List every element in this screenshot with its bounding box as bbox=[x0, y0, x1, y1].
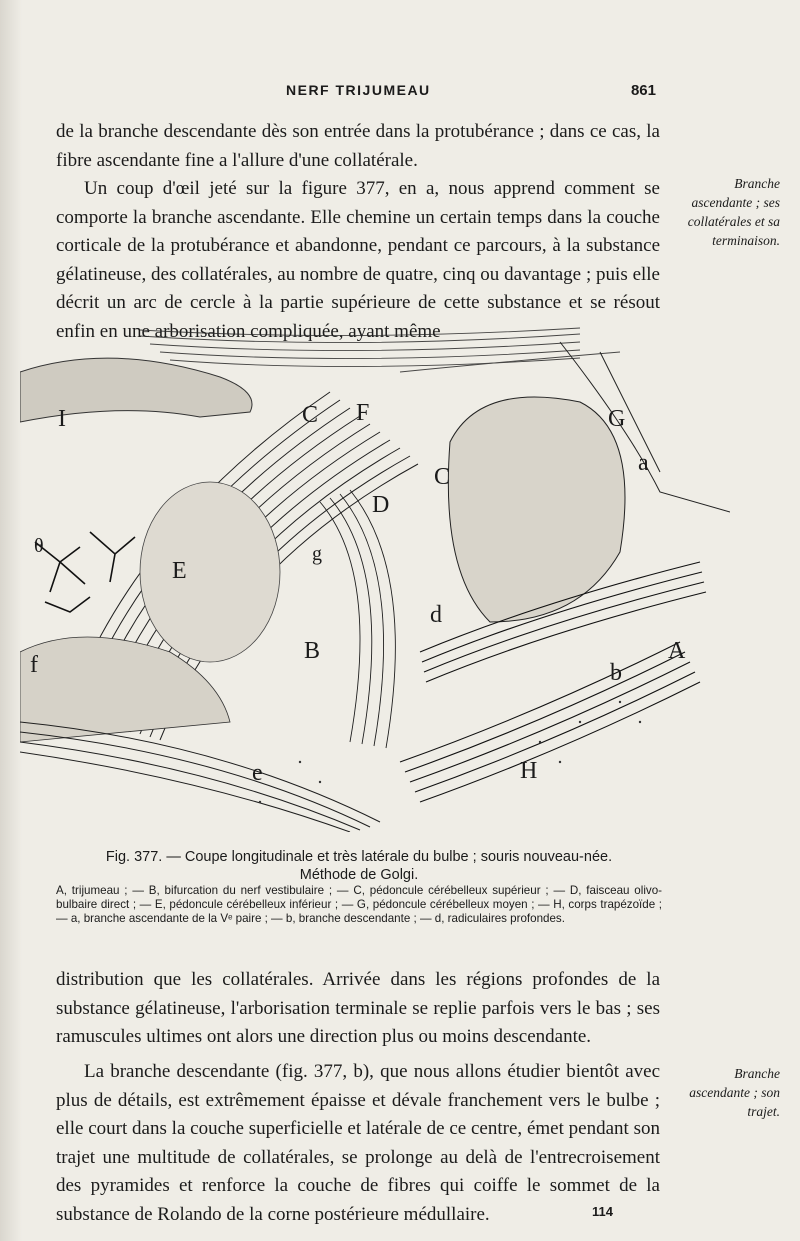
label-I: I bbox=[58, 406, 66, 432]
running-head: NERF TRIJUMEAU bbox=[286, 82, 431, 98]
signature-mark: 114 bbox=[592, 1204, 613, 1219]
label-theta: θ bbox=[34, 535, 44, 557]
label-g: g bbox=[312, 543, 322, 565]
label-B: B bbox=[304, 638, 321, 664]
paragraph-4: La branche descendante (fig. 377, b), que nous allons étudier bientôt avec plus de détails, est extrêmement épaisse et dévale franchement vers le bulbe ; elle court dans la couche superficielle et latérale de ce centre, émet pendant son trajet une multitude de collatérales, se prolonge au delà de l'entrecroisement des pyramides et renforce la couche de fibres qui coiffe le sommet de la substance de Rolando de la corne postérieure médullaire. bbox=[56, 1061, 660, 1225]
label-D: D bbox=[372, 492, 390, 518]
caption-line-1: Fig. 377. — Coupe longitudinale et très latérale du bulbe ; souris nouveau-née. bbox=[105, 849, 613, 865]
sidenote-ascending-branch: Branche ascendante ; ses collatérales et sa terminaison. bbox=[687, 176, 780, 248]
paragraph-1: de la branche descendante dès son entrée dans la protubérance ; dans ce cas, la fibre ascendante fine a l'allure d'une collatérale. bbox=[56, 121, 660, 171]
label-b: b bbox=[610, 660, 622, 686]
label-d: d bbox=[430, 602, 442, 628]
label-A: A bbox=[668, 638, 686, 664]
figure-377 bbox=[20, 322, 730, 832]
label-e: e bbox=[252, 760, 263, 786]
figure-caption bbox=[56, 848, 662, 884]
figure-legend: A, trijumeau ; — B, bifurcation du nerf vestibulaire ; — C, pédoncule cérébelleux supérieur ; — D, faisceau olivo-bulbaire direct ; — E, pédoncule cérébelleux inférieur ; — G, pédoncule cérébelleux moyen ; — H, corps trapézoïde ; — a, branche ascendante de la Vᵉ paire ; — b, branche descendante ; — d, radiculaires profondes. bbox=[56, 884, 662, 926]
caption-line-2: Méthode de Golgi. bbox=[299, 867, 419, 883]
sidenote-descending-branch: Branche ascendante ; son trajet. bbox=[689, 1066, 780, 1119]
label-C-left: C bbox=[302, 402, 319, 428]
label-E: E bbox=[172, 558, 187, 584]
paragraph-2: Un coup d'œil jeté sur la figure 377, en a, nous apprend comment se comporte la branche ascendante. Elle chemine un certain temps dans la couche corticale de la protubérance et abandonne, pendant ce parcours, à la substance gélatineuse, des collatérales, au nombre de quatre, cinq ou davantage ; puis elle décrit un arc de cercle à la partie supérieure de cette substance et se résout enfin en une arborisation compliquée, ayant même bbox=[56, 178, 660, 342]
page-number: 861 bbox=[630, 82, 656, 99]
label-C-right: C bbox=[434, 464, 451, 490]
label-G: G bbox=[608, 406, 626, 432]
label-a: a bbox=[638, 450, 649, 476]
paragraph-3: distribution que les collatérales. Arrivée dans les régions profondes de la substance gélatineuse, l'arborisation terminale se replie parfois vers le bas ; ses ramuscules ultimes ont alors une direction plus ou moins descendante. bbox=[56, 969, 660, 1048]
page-header bbox=[56, 82, 656, 106]
label-H: H bbox=[520, 758, 538, 784]
label-F: F bbox=[356, 400, 370, 426]
page-edge-shadow bbox=[0, 0, 22, 1241]
histology-drawing bbox=[20, 322, 730, 832]
label-f: f bbox=[30, 652, 38, 678]
